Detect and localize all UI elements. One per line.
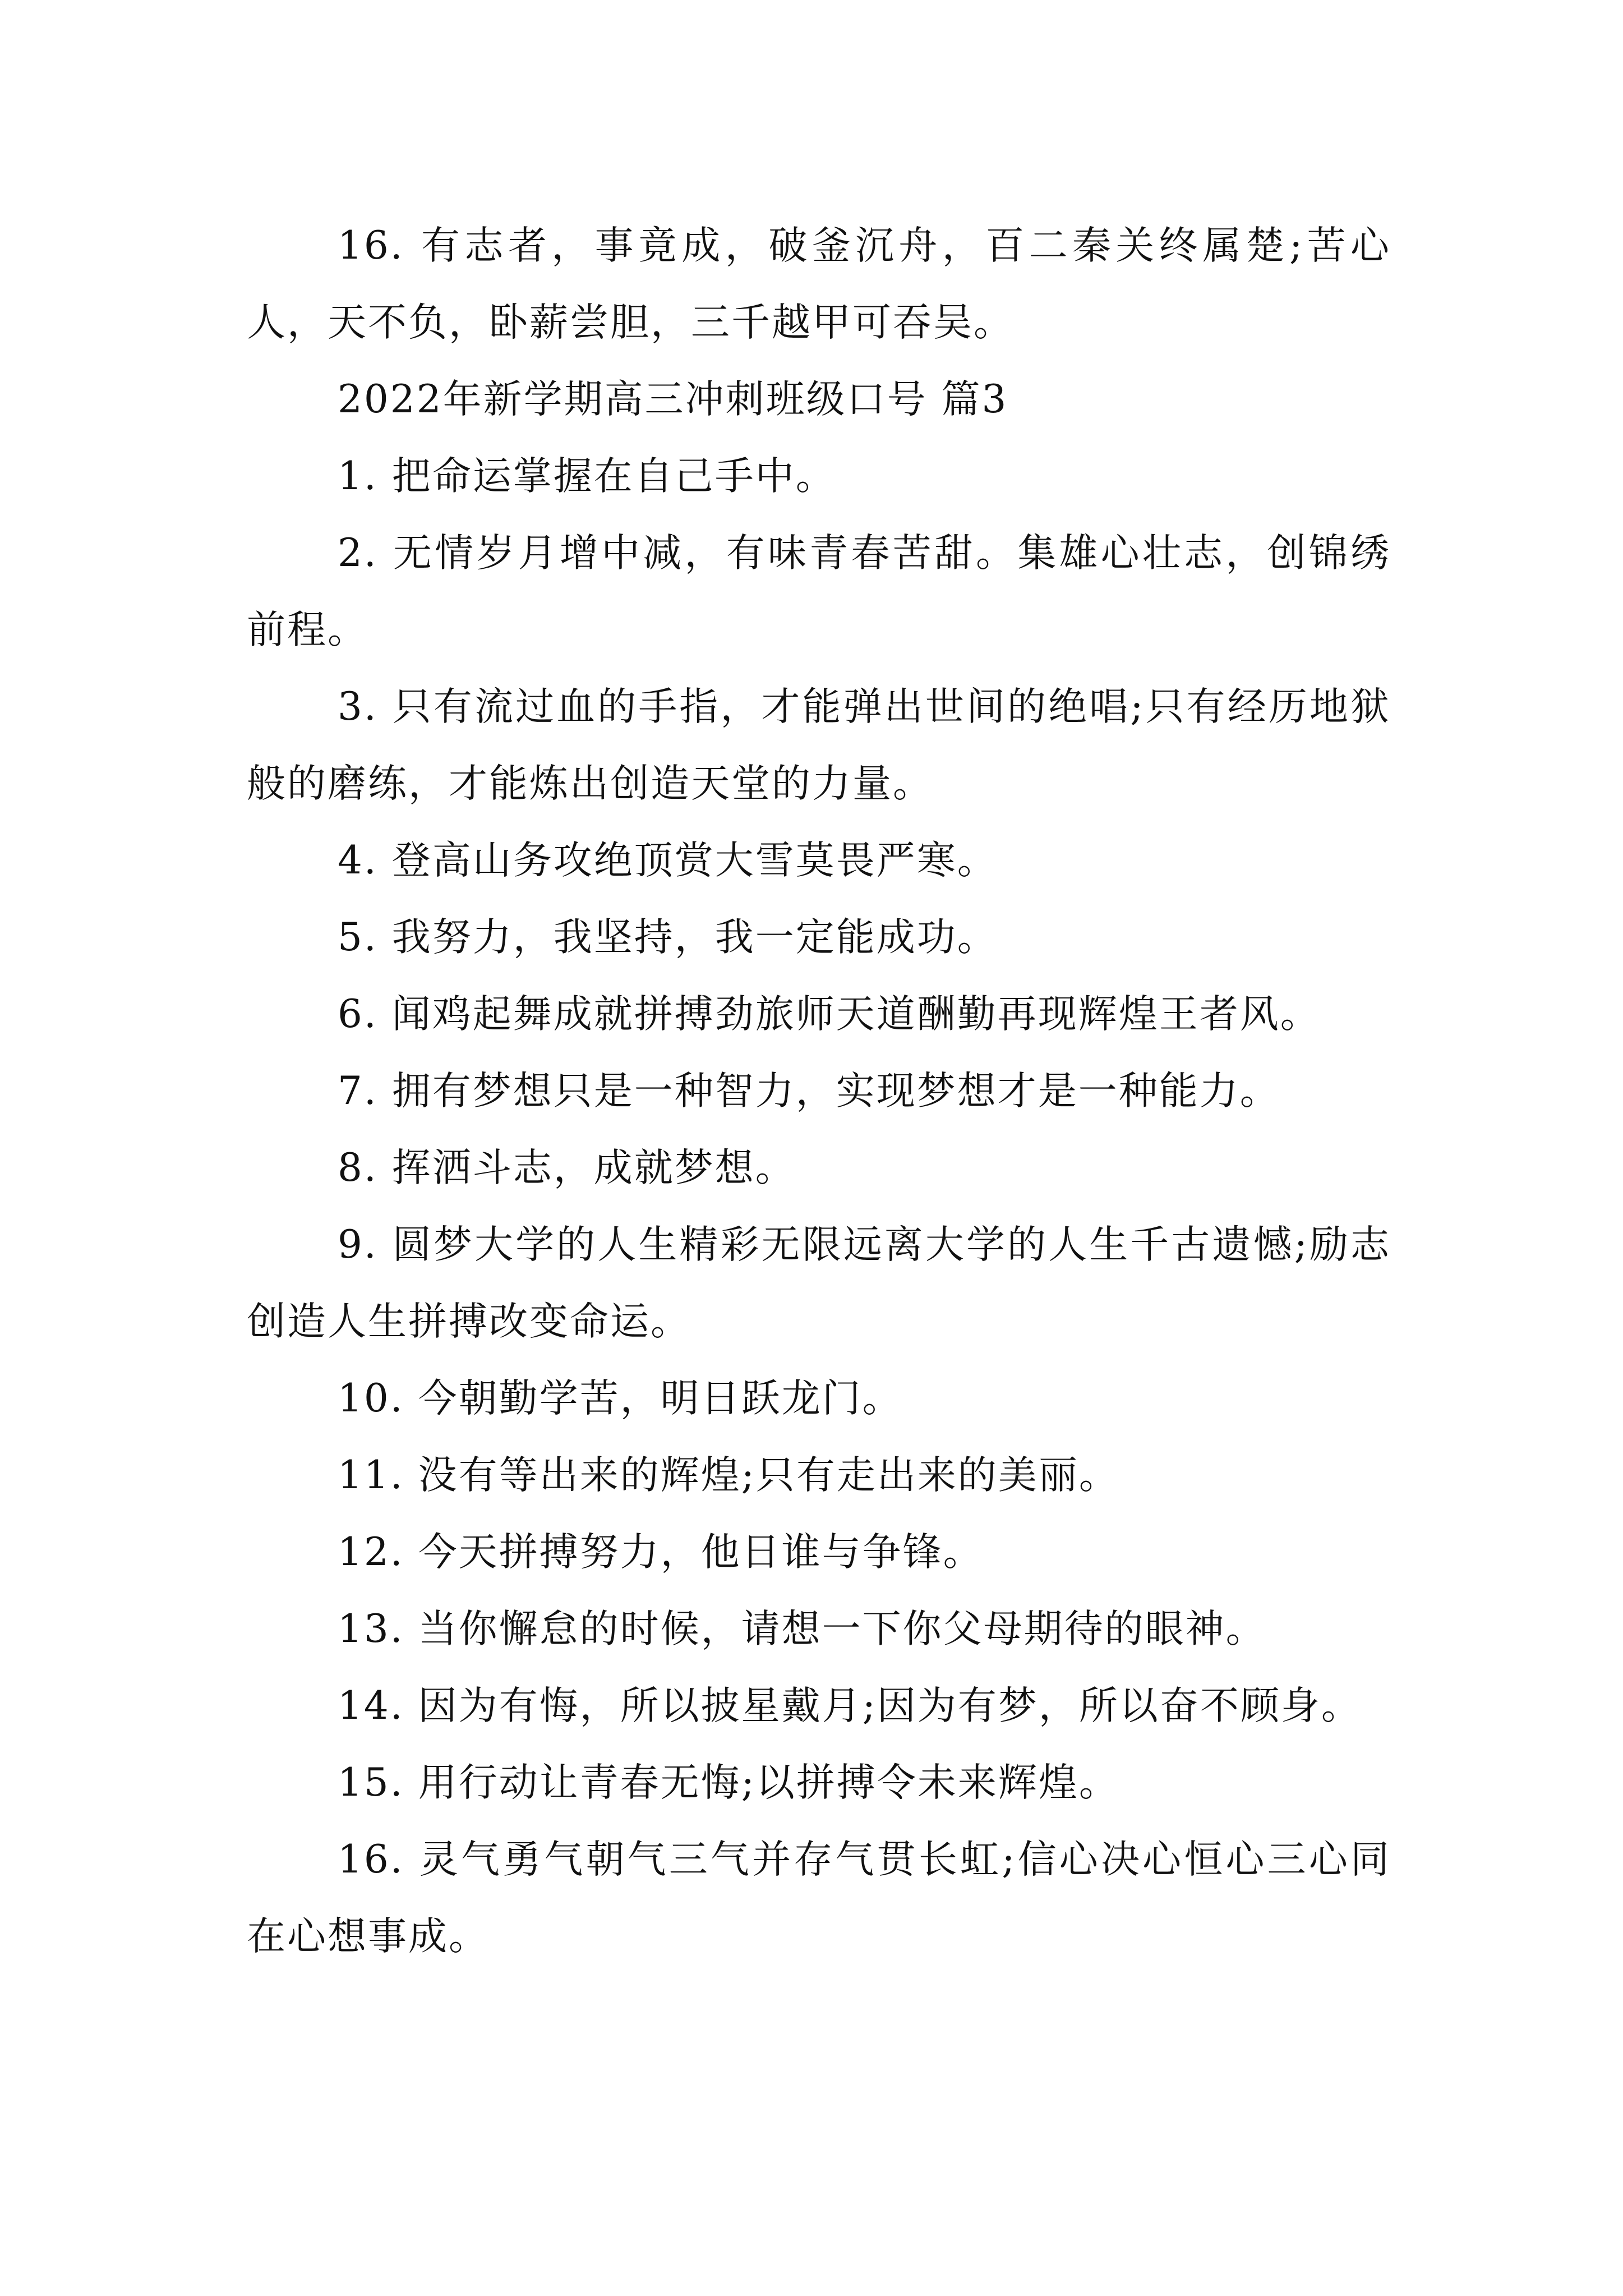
paragraph: 13. 当你懈怠的时候，请想一下你父母期待的眼神。 <box>338 1607 1266 1651</box>
document-body <box>247 208 1391 1975</box>
paragraph: 16. 有志者，事竟成，破釜沉舟，百二秦关终属楚;苦心人，天不负，卧薪尝胆，三千越甲可吞吴。 <box>247 223 1391 345</box>
paragraph: 7. 拥有梦想只是一种智力，实现梦想才是一种能力。 <box>338 1069 1280 1114</box>
paragraph: 8. 挥洒斗志，成就梦想。 <box>338 1145 796 1190</box>
paragraph: 1. 把命运掌握在自己手中。 <box>338 454 836 499</box>
paragraph: 11. 没有等出来的辉煌;只有走出来的美丽。 <box>338 1453 1119 1498</box>
paragraph: 9. 圆梦大学的人生精彩无限远离大学的人生千古遗憾;励志创造人生拼搏改变命运。 <box>247 1222 1391 1344</box>
paragraph: 6. 闻鸡起舞成就拼搏劲旅师天道酬勤再现辉煌王者风。 <box>338 992 1321 1037</box>
paragraph: 3. 只有流过血的手指，才能弹出世间的绝唱;只有经历地狱般的磨练，才能炼出创造天堂的力量。 <box>247 684 1391 806</box>
section-heading: 2022年新学期高三冲刺班级口号 篇3 <box>338 377 1008 422</box>
paragraph: 14. 因为有悔，所以披星戴月;因为有梦，所以奋不顾身。 <box>338 1683 1362 1728</box>
paragraph: 16. 灵气勇气朝气三气并存气贯长虹;信心决心恒心三心同在心想事成。 <box>247 1837 1391 1959</box>
paragraph: 10. 今朝勤学苦，明日跃龙门。 <box>338 1376 903 1421</box>
paragraph: 2. 无情岁月增中减，有味青春苦甜。集雄心壮志，创锦绣前程。 <box>247 531 1391 652</box>
paragraph: 4. 登高山务攻绝顶赏大雪莫畏严寒。 <box>338 838 998 883</box>
paragraph: 15. 用行动让青春无悔;以拼搏令未来辉煌。 <box>338 1760 1119 1805</box>
paragraph: 5. 我努力，我坚持，我一定能成功。 <box>338 915 998 960</box>
paragraph: 12. 今天拼搏努力，他日谁与争锋。 <box>338 1530 984 1575</box>
